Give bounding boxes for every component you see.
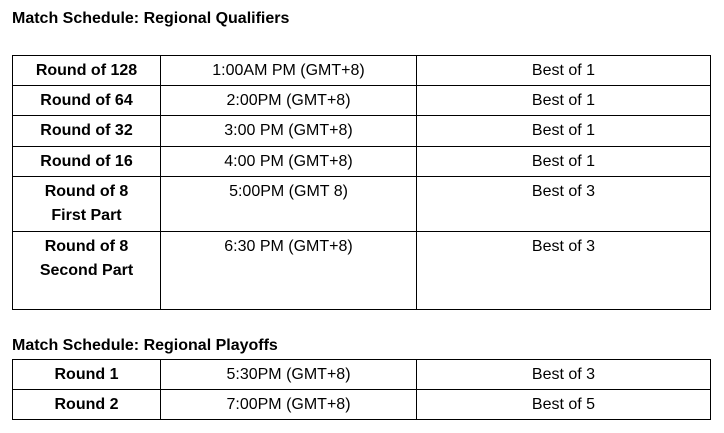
table-row (13, 116, 711, 147)
match-time: 5:30PM (GMT+8) (226, 366, 351, 383)
match-time: 1:00AM PM (GMT+8) (212, 62, 365, 79)
match-format: Best of 5 (531, 396, 596, 413)
qualifiers-table (12, 55, 711, 310)
playoffs-table (12, 359, 711, 420)
round-name: Round of 128 (35, 62, 138, 79)
match-time: 7:00PM (GMT+8) (226, 396, 351, 413)
qualifiers-title: Match Schedule: Regional Qualifiers (12, 10, 290, 27)
match-format: Best of 1 (531, 122, 596, 139)
match-time: 5:00PM (GMT 8) (229, 183, 348, 200)
round-name: Round of 8 (44, 238, 129, 255)
round-part: Second Part (39, 262, 134, 279)
match-time: 4:00 PM (GMT+8) (224, 153, 353, 170)
round-name: Round 2 (54, 396, 119, 413)
round-part: First Part (51, 207, 122, 224)
table-row (13, 147, 711, 177)
match-format: Best of 3 (531, 238, 596, 255)
match-time: 2:00PM (GMT+8) (226, 92, 351, 109)
round-name: Round of 16 (40, 153, 133, 170)
round-name: Round of 8 (44, 183, 129, 200)
table-row (13, 390, 711, 420)
round-name: Round of 64 (40, 92, 133, 109)
table-row (13, 177, 711, 232)
table-row (13, 360, 711, 390)
table-row (13, 56, 711, 86)
match-time: 3:00 PM (GMT+8) (224, 122, 353, 139)
match-time: 6:30 PM (GMT+8) (224, 238, 353, 255)
match-format: Best of 3 (531, 366, 596, 383)
match-format: Best of 1 (531, 62, 596, 79)
table-row (13, 232, 711, 310)
round-name: Round 1 (54, 366, 119, 383)
match-format: Best of 1 (531, 153, 596, 170)
match-format: Best of 3 (531, 183, 596, 200)
table-row (13, 86, 711, 116)
round-name: Round of 32 (40, 122, 133, 139)
match-format: Best of 1 (531, 92, 596, 109)
playoffs-title: Match Schedule: Regional Playoffs (12, 337, 278, 354)
